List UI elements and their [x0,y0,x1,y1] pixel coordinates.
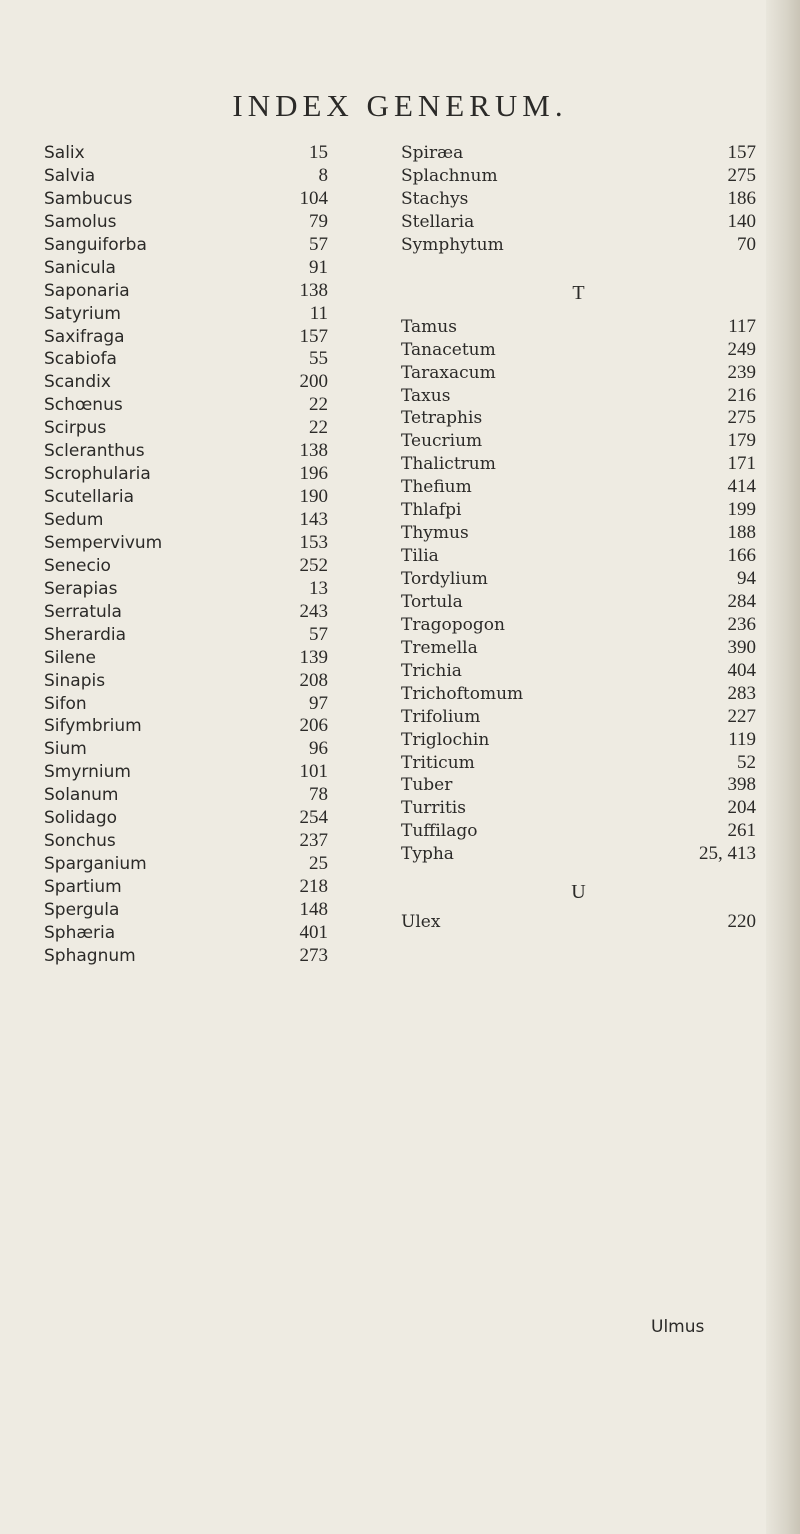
page-number: 190 [299,486,328,508]
index-entry [44,578,350,601]
genus-name: Turritis [401,798,466,819]
page-number: 97 [309,692,328,714]
genus-name: Sambucus [44,188,133,209]
genus-name: Silene [44,647,96,668]
index-entry [44,188,350,211]
spacer [401,866,756,878]
page-number: 13 [309,577,328,599]
genus-name: Scleranthus [44,441,145,462]
page-number: 404 [727,659,756,681]
genus-name: Splachnum [401,165,498,186]
genus-name: Spiræa [401,143,464,163]
index-entry [401,430,756,453]
page-number: 96 [309,738,328,760]
index-entry [401,545,756,568]
genus-name: Trifolium [401,706,481,727]
genus-name: Smyrnium [44,762,131,783]
page-number: 55 [309,348,328,370]
genus-name: Sonchus [44,831,116,852]
genus-name: Sium [44,739,87,760]
genus-name: Scirpus [44,418,107,439]
genus-name: Thalictrum [401,454,496,475]
genus-name: Solidago [44,808,118,829]
genus-name: Thymus [401,523,469,544]
index-entry [44,394,350,417]
spacer [401,257,756,279]
genus-name: Sherardia [44,624,127,645]
page-number: 200 [299,371,328,393]
page-number: 117 [728,315,756,337]
index-entry [44,670,350,693]
page-number: 138 [299,279,328,301]
page-number: 218 [299,876,328,897]
page-number: 275 [727,164,756,186]
page-number: 78 [309,784,328,806]
page-number: 11 [309,302,328,324]
genus-name: Triticum [401,752,475,773]
index-entry [401,797,756,820]
index-entry [401,188,756,211]
genus-name: Sedum [44,510,104,530]
genus-name: Senecio [44,555,111,576]
page-number: 91 [309,256,328,278]
genus-name: Scutellaria [44,487,135,508]
spacer [401,308,756,316]
index-entry [401,234,756,257]
page-number: 157 [299,325,328,347]
page-number: 138 [299,440,328,462]
page-number: 188 [727,522,756,544]
genus-name: Typha [401,844,454,865]
page-number: 237 [299,830,328,852]
genus-name: Spartium [44,877,122,897]
index-entry [401,499,756,522]
page-number: 57 [309,233,328,255]
index-entry [44,624,350,647]
page-number: 15 [309,142,328,163]
index-entry [44,211,350,234]
index-entry [44,417,350,440]
page-number: 275 [727,407,756,429]
index-entry [44,440,350,463]
genus-name: Salvia [44,165,96,186]
index-entry [44,555,350,578]
genus-name: Serapias [44,578,118,599]
page-number: 196 [299,463,328,485]
genus-name: Saxifraga [44,326,125,347]
index-entry [401,339,756,362]
index-entry [401,568,756,591]
index-entry [44,257,350,280]
index-entry [401,165,756,188]
genus-name: Sempervivum [44,532,163,553]
page-number: 186 [727,187,756,209]
genus-name: Salix [44,143,85,163]
page-number: 153 [299,531,328,553]
genus-name: Tortula [401,591,463,612]
genus-name: Serratula [44,601,122,622]
index-entry [44,715,350,738]
index-entry [44,899,350,922]
page-number: 52 [737,751,756,773]
page-number: 179 [727,430,756,452]
page-number: 284 [727,590,756,612]
genus-name: Sifymbrium [44,716,142,737]
genus-name: Taxus [401,385,451,406]
index-entry [44,326,350,349]
genus-name: Scabiofa [44,349,117,370]
index-entry [44,853,350,876]
page-number: 273 [299,944,328,966]
index-entry [44,509,350,532]
page-number: 239 [727,361,756,383]
index-entry [44,486,350,509]
page-number: 25, 413 [699,843,756,865]
genus-name: Solanum [44,785,119,806]
page-number: 208 [299,669,328,691]
genus-name: Tuber [401,775,453,796]
index-entry [401,820,756,843]
genus-name: Scandix [44,372,111,393]
genus-name: Thlafpi [401,500,462,521]
index-entry [44,647,350,670]
page-edge [766,0,800,1534]
index-entry [401,211,756,234]
page-number: 143 [299,509,328,530]
genus-name: Taraxacum [401,362,496,383]
genus-name: Sifon [44,693,87,714]
page-number: 119 [728,728,756,750]
genus-name: Schœnus [44,395,123,416]
page-number: 70 [737,233,756,255]
index-entry [401,522,756,545]
genus-name: Tremella [401,637,478,658]
genus-name: Sinapis [44,670,106,691]
page-number: 398 [727,774,756,796]
page-number: 249 [727,338,756,360]
genus-name: Trichia [401,660,462,681]
index-entry [401,476,756,499]
index-entry [44,761,350,784]
page-number: 261 [727,820,756,842]
index-entry [401,591,756,614]
page-number: 171 [727,453,756,475]
index-entry [401,614,756,637]
index-entry [44,784,350,807]
page-number: 243 [299,600,328,622]
right-column [401,142,756,934]
page-number: 390 [727,636,756,658]
genus-name: Scrophularia [44,464,151,485]
index-entry [44,532,350,555]
page-number: 206 [299,715,328,737]
genus-name: Ulex [401,912,441,933]
index-entry [44,876,350,899]
page-number: 79 [309,210,328,232]
genus-name: Satyrium [44,303,121,324]
index-entry [44,303,350,326]
page-number: 216 [727,384,756,406]
page-number: 94 [737,568,756,589]
index-entry [44,601,350,624]
genus-name: Tamus [401,316,457,337]
page-number: 254 [299,807,328,829]
index-entry [44,830,350,853]
page-number: 252 [299,554,328,576]
genus-name: Tuffilago [401,821,478,842]
page-number: 8 [318,164,328,186]
genus-name: Sphæria [44,922,116,943]
page-number: 22 [309,417,328,439]
genus-name: Tragopogon [401,614,505,635]
catchword: Ulmus [651,1317,705,1337]
page-number: 139 [299,646,328,668]
genus-name: Tilia [401,546,439,567]
index-entry [401,453,756,476]
index-entry [44,280,350,303]
page-number: 101 [299,761,328,783]
genus-name: Sparganium [44,854,147,875]
page-number: 140 [727,210,756,232]
genus-name: Thefium [401,477,472,498]
page-number: 204 [727,797,756,819]
index-entry [401,729,756,752]
index-entry [44,807,350,830]
index-entry [401,774,756,797]
genus-name: Tetraphis [401,408,483,429]
genus-name: Samolus [44,211,117,232]
page-number: 199 [727,499,756,521]
page-number: 236 [727,613,756,635]
page-number: 227 [727,705,756,727]
genus-name: Sanicula [44,257,116,278]
genus-name: Tordylium [401,569,488,589]
page-title: INDEX GENERUM. [232,88,568,123]
index-entry [44,922,350,945]
genus-name: Sanguiforba [44,234,147,255]
section-letter: U [571,881,586,904]
genus-name: Tanacetum [401,339,496,360]
index-entry [401,407,756,430]
page-number: 148 [299,898,328,920]
genus-name: Teucrium [401,431,483,452]
index-entry [44,738,350,761]
index-entry [44,234,350,257]
index-entry [44,463,350,486]
index-entry [401,706,756,729]
genus-name: Stachys [401,188,469,209]
index-entry [401,843,756,866]
page-number: 22 [309,394,328,416]
index-entry [44,165,350,188]
section-letter: T [572,281,585,304]
page-number: 283 [727,682,756,704]
page-number: 104 [299,187,328,209]
genus-name: Symphytum [401,234,504,255]
page-number: 25 [309,853,328,875]
index-entry [401,911,756,934]
genus-name: Triglochin [401,729,490,750]
index-entry [401,385,756,408]
page-number: 414 [727,476,756,498]
genus-name: Trichoftomum [401,683,524,704]
index-entry [44,945,350,968]
genus-name: Saponaria [44,280,130,301]
page-number: 220 [727,911,756,933]
index-entry [401,316,756,339]
genus-name: Stellaria [401,211,475,232]
page-number: 166 [727,545,756,567]
index-entry [401,683,756,706]
index-entry [401,362,756,385]
page-number: 401 [299,921,328,943]
index-entry [44,348,350,371]
index-entry [401,637,756,660]
index-entry [401,142,756,165]
genus-name: Spergula [44,899,120,920]
page-number: 157 [727,142,756,163]
index-entry [44,142,350,165]
genus-name: Sphagnum [44,945,136,966]
left-column [44,142,350,968]
index-entry [401,660,756,683]
index-entry [401,752,756,775]
index-entry [44,371,350,394]
page-number: 57 [309,623,328,645]
index-entry [44,693,350,716]
